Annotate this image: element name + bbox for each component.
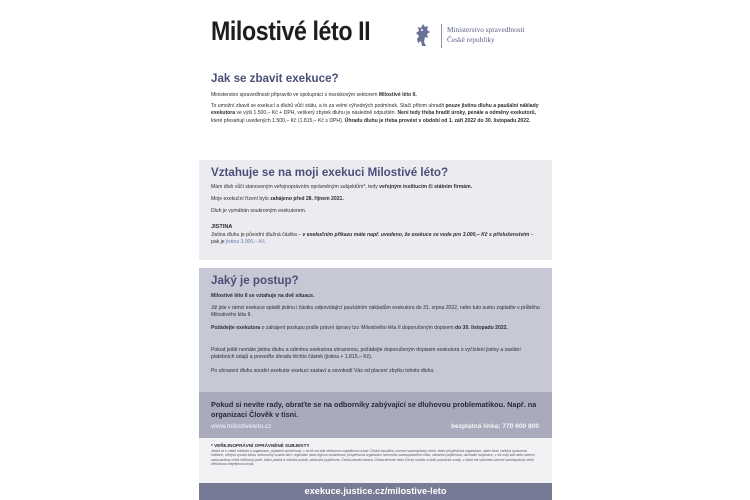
s1-p2-d: Není tedy třeba hradit úroky, penále a odměny exekutorů, xyxy=(397,110,537,117)
s1-p2-e: které přesahují uvedených 1.500,– Kč (1.815,– Kč s DPH). xyxy=(211,117,345,124)
s1-p2-f: Úhradu dluhu je třeba provést v období od 1. září 2022 do 30. listopadu 2022. xyxy=(344,117,531,124)
s2-p1-a: Mám dluh vůči stanoveným veřejnoprávním oprávněným subjektům*, tedy xyxy=(211,184,380,190)
footer-bar xyxy=(199,483,552,500)
section1-paragraph2 xyxy=(211,103,541,125)
page-title: Milostivé léto II xyxy=(211,16,371,46)
section1-paragraph1 xyxy=(211,92,541,99)
lion-emblem-icon xyxy=(413,22,433,48)
ministry-logo xyxy=(413,22,543,54)
ministry-name xyxy=(447,25,525,45)
s3-p3-c: do 30. listopadu 2022. xyxy=(454,325,508,331)
s1-p2-c: ve výši 1.500,– Kč + DPH, veškerý zbytek dluhu je následně odpuštěn. xyxy=(235,110,398,117)
section1-heading: Jak se zbavit exekuce? xyxy=(211,72,339,85)
hotline-number[interactable]: bezplatná linka: 770 600 800 xyxy=(451,423,539,430)
section3-paragraph1: Milostivé léto II se vztahuje na dvě situace. xyxy=(211,293,315,299)
footnote-title: * VEŘEJNOPRÁVNÍ OPRÁVNĚNÉ SUBJEKTY xyxy=(211,443,310,448)
section3-paragraph3 xyxy=(211,325,541,332)
section3-paragraph5: Po uhrazení dluhu soudní exekutor exekuci zastaví a osvobodí Vás od placení zbytku tohoto dluhu. xyxy=(211,368,435,374)
s2-p2-b: zahájeno před 28. říjnem 2021. xyxy=(270,196,344,202)
footer-url[interactable]: exekuce.justice.cz/milostive-leto xyxy=(304,486,447,496)
s3-p3-b: o zahájení postupu podle právní úpravy tzv. Milostivého léta II doporučeným dopisem xyxy=(260,325,455,331)
section-how-to-get-rid xyxy=(199,64,552,164)
s2-p4-d: jistina 3.000,– Kč. xyxy=(226,239,267,246)
s1-p2-b: pouze jistinu dluhu a paušální náklady exekutora xyxy=(211,103,539,117)
section2-heading: Vztahuje se na moji exekuci Milostivé léto? xyxy=(211,166,449,179)
help-band xyxy=(199,392,552,439)
s1-p1-text: Ministerstvo spravedlnosti připravilo ve spolupráci s neziskovým sektorem xyxy=(211,92,379,98)
help-text: Pokud si nevíte rady, obraťte se na odborníky zabývající se dluhovou problematikou. Např. na organizaci Člověk v tísni. xyxy=(211,400,537,419)
s2-p4-a: Jistina dluhu je původní dlužná částka – xyxy=(211,232,303,238)
s3-p3-a: Požádejte exekutora xyxy=(211,325,261,331)
ministry-name-line1: Ministerstvo spravedlnosti xyxy=(447,25,525,34)
logo-separator xyxy=(441,24,442,48)
section3-paragraph2: Již jste v rámci exekuce splatili jistinu i částku odpovídající paušálním nákladům exekutora do 31. srpna 2022, nebo tuto sumu zaplatíte v průběhu Milostivého léta II. xyxy=(211,305,540,319)
section2-paragraph2 xyxy=(211,196,541,203)
section-does-it-apply xyxy=(199,160,552,260)
s2-p4-b: v exekučním příkazu máte např. uvedeno, že exekuce se vede pro 3.000,– Kč s příslušenstvím xyxy=(302,232,530,238)
section2-paragraph3: Dluh je vymáhán soukromým exekutorem. xyxy=(211,208,307,214)
s2-p2-a: Moje exekuční řízení bylo xyxy=(211,196,271,202)
footnote-section xyxy=(199,438,552,484)
s1-p2-a: To umožní zbavit se exekucí a dluhů vůči státu, a to za velmi výhodných podmínek. Stačí přitom uhradit xyxy=(211,103,446,109)
leaflet-page xyxy=(199,0,552,500)
section3-heading: Jaký je postup? xyxy=(211,274,299,287)
footnote-text: Jedná se o státní instituce a organizace, případně společnosti, v nichž má stát většinovou majetkovou účast: Česká republika, územní samosprávný celek, státní příspěvková organizace, státní fond, veřejná výzkumná instituce, veřejná vysoká škola, dobrovolný svazek obcí, regionální rada regionu soudržnosti, příspěvková organizace územního samosprávného celku, zdravotní pojišťovna, obchodní korporace, v níž mají stát nebo územní samosprávný celek většinový podíl, státní podnik a národní podnik, zdravotní pojišťovna, Česká národní banka, Česká televize nebo Český rozhlas a další právnické osoby, v nichž má stát nebo územní samosprávný celek většinovou majetkovou účast. xyxy=(211,449,535,467)
section2-paragraph4 xyxy=(211,232,541,247)
s1-p1-bold: Milostivé léto II. xyxy=(378,92,417,98)
section2-paragraph1 xyxy=(211,184,541,191)
ministry-name-line2: České republiky xyxy=(447,35,495,44)
website-link[interactable]: www.milostiveleto.cz xyxy=(211,423,272,430)
section3-paragraph4: Pokud ještě nemáte jistinu dluhu a odměnu exekutora uhrazenou, požádejte doporučeným dopisem exekutora o vyčíslení jistiny a zaslání platebních údajů a proveďte úhradu těchto částek (jistina + 1.815,– Kč). xyxy=(211,347,521,361)
s2-p1-b: veřejným institucím či státním firmám. xyxy=(379,184,473,190)
section-procedure xyxy=(199,268,552,392)
s2-p4-c: – pak je xyxy=(211,232,534,246)
section2-subheading-jistina: JISTINA xyxy=(211,224,233,230)
